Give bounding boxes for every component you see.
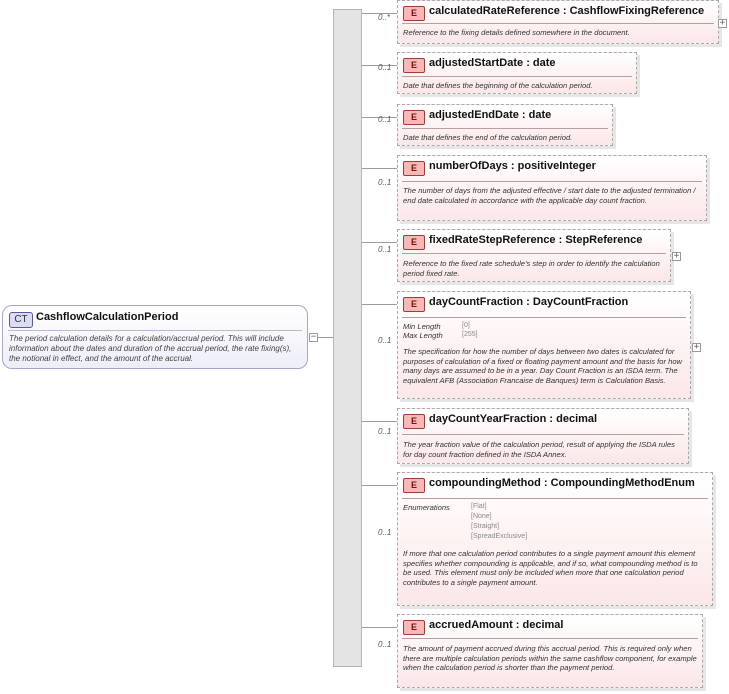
connector-line [362,168,397,169]
element-badge-icon: E [403,235,425,250]
facet-label: Min Length [403,322,441,331]
divider [402,181,702,182]
element-title: adjustedStartDate : date [429,57,556,69]
element-badge-icon: E [403,297,425,312]
connector-line [362,627,397,628]
multiplicity-label: 0..1 [378,427,392,436]
element-title: numberOfDays : positiveInteger [429,160,596,172]
element-description: Date that defines the beginning of the calculation period. [403,81,593,90]
collapse-toggle-icon[interactable]: − [310,332,317,342]
element-description: Reference to the fixing details defined somewhere in the document. [403,28,630,37]
connector-line [362,485,397,486]
element-badge-icon: E [403,620,425,635]
element-description: Date that defines the end of the calculation period. [403,133,573,142]
element-card[interactable] [397,408,689,464]
element-description: Reference to the fixed rate schedule's step in order to identify the calculation period fixed rate. [403,259,660,278]
multiplicity-label: 0..1 [378,245,392,254]
multiplicity-label: 0..1 [378,336,392,345]
facet-value: [0] [462,322,470,329]
complex-type-box[interactable] [2,305,308,369]
expand-toggle-icon[interactable]: + [719,18,726,28]
element-card[interactable] [397,291,691,399]
divider [402,23,714,24]
element-title: adjustedEndDate : date [429,109,552,121]
enumeration-value: [Flat] [471,503,487,510]
element-badge-icon: E [403,161,425,176]
expand-toggle-icon[interactable]: + [693,342,700,352]
enumerations-label: Enumerations [403,503,450,512]
facet-label: Max Length [403,331,443,340]
element-description: The specification for how the number of days between two dates is calculated for purposes of calculation of a fixed or floating payment amount and the basis for how many days are assumed to be in a year. Day Count Fraction is an ISDA term. The equivalent AFB (Association Francaise de Banques) term is Calculation Basis. [403,347,683,385]
element-card[interactable] [397,229,671,282]
enumeration-value: [SpreadExclusive] [471,533,528,540]
enumeration-value: [None] [471,513,492,520]
multiplicity-label: 0..1 [378,63,392,72]
enumeration-value: [Straight] [471,523,500,530]
element-title: dayCountYearFraction : decimal [429,413,598,425]
ct-badge-icon: CT [9,312,33,328]
element-card[interactable] [397,104,613,146]
element-title: accruedAmount : decimal [429,619,564,631]
multiplicity-label: 0..1 [378,178,392,187]
element-card[interactable] [397,472,713,606]
element-card[interactable] [397,614,703,688]
expand-toggle-icon[interactable]: + [673,251,680,261]
facet-value: [255] [462,331,478,338]
multiplicity-label: 0..1 [378,640,392,649]
element-title: calculatedRateReference : CashflowFixingReference [429,5,705,17]
element-description: The number of days from the adjusted effective / start date to the adjusted termination / end date calculated in accordance with the applicable day count fraction. [403,186,696,205]
element-badge-icon: E [403,478,425,493]
multiplicity-label: 0..1 [378,115,392,124]
sequence-bar [333,9,362,667]
element-description: If more that one calculation period contributes to a single payment amount this element specifies whether compounding is applicable, and if so, what compounding method is to be used. This element must only be included when more that one calculation period contributes to a single payment amount. [403,549,698,587]
element-title: fixedRateStepReference : StepReference [429,234,643,246]
divider [402,317,686,318]
element-card[interactable] [397,52,637,94]
divider [8,330,302,331]
divider [402,128,608,129]
connector-line [362,421,397,422]
multiplicity-label: 0..* [378,13,391,22]
element-title: compoundingMethod : CompoundingMethodEnum [429,477,695,489]
element-description: The amount of payment accrued during this accrual period. This is required only when there are multiple calculation periods within the same cashflow component, for example when the calculation period is shorter than the payment period. [403,644,697,673]
divider [402,638,698,639]
divider [402,76,632,77]
element-card[interactable] [397,155,707,221]
element-card[interactable] [397,0,719,44]
connector-line [362,304,397,305]
divider [402,434,684,435]
element-title: dayCountFraction : DayCountFraction [429,296,629,308]
element-badge-icon: E [403,6,425,21]
element-badge-icon: E [403,58,425,73]
multiplicity-label: 0..1 [378,528,392,537]
element-description: The year fraction value of the calculation period, result of applying the ISDA rules for day count fraction defined in the ISDA Annex. [403,440,675,459]
element-badge-icon: E [403,110,425,125]
complex-type-description: The period calculation details for a calculation/accrual period. This will include information about the dates and duration of the accrual period, the rate fixing(s), the notional in effect, and the amount of the accrual. [9,334,292,363]
divider [402,498,708,499]
divider [402,253,666,254]
element-badge-icon: E [403,414,425,429]
connector-line [362,242,397,243]
complex-type-title: CashflowCalculationPeriod [36,311,179,323]
